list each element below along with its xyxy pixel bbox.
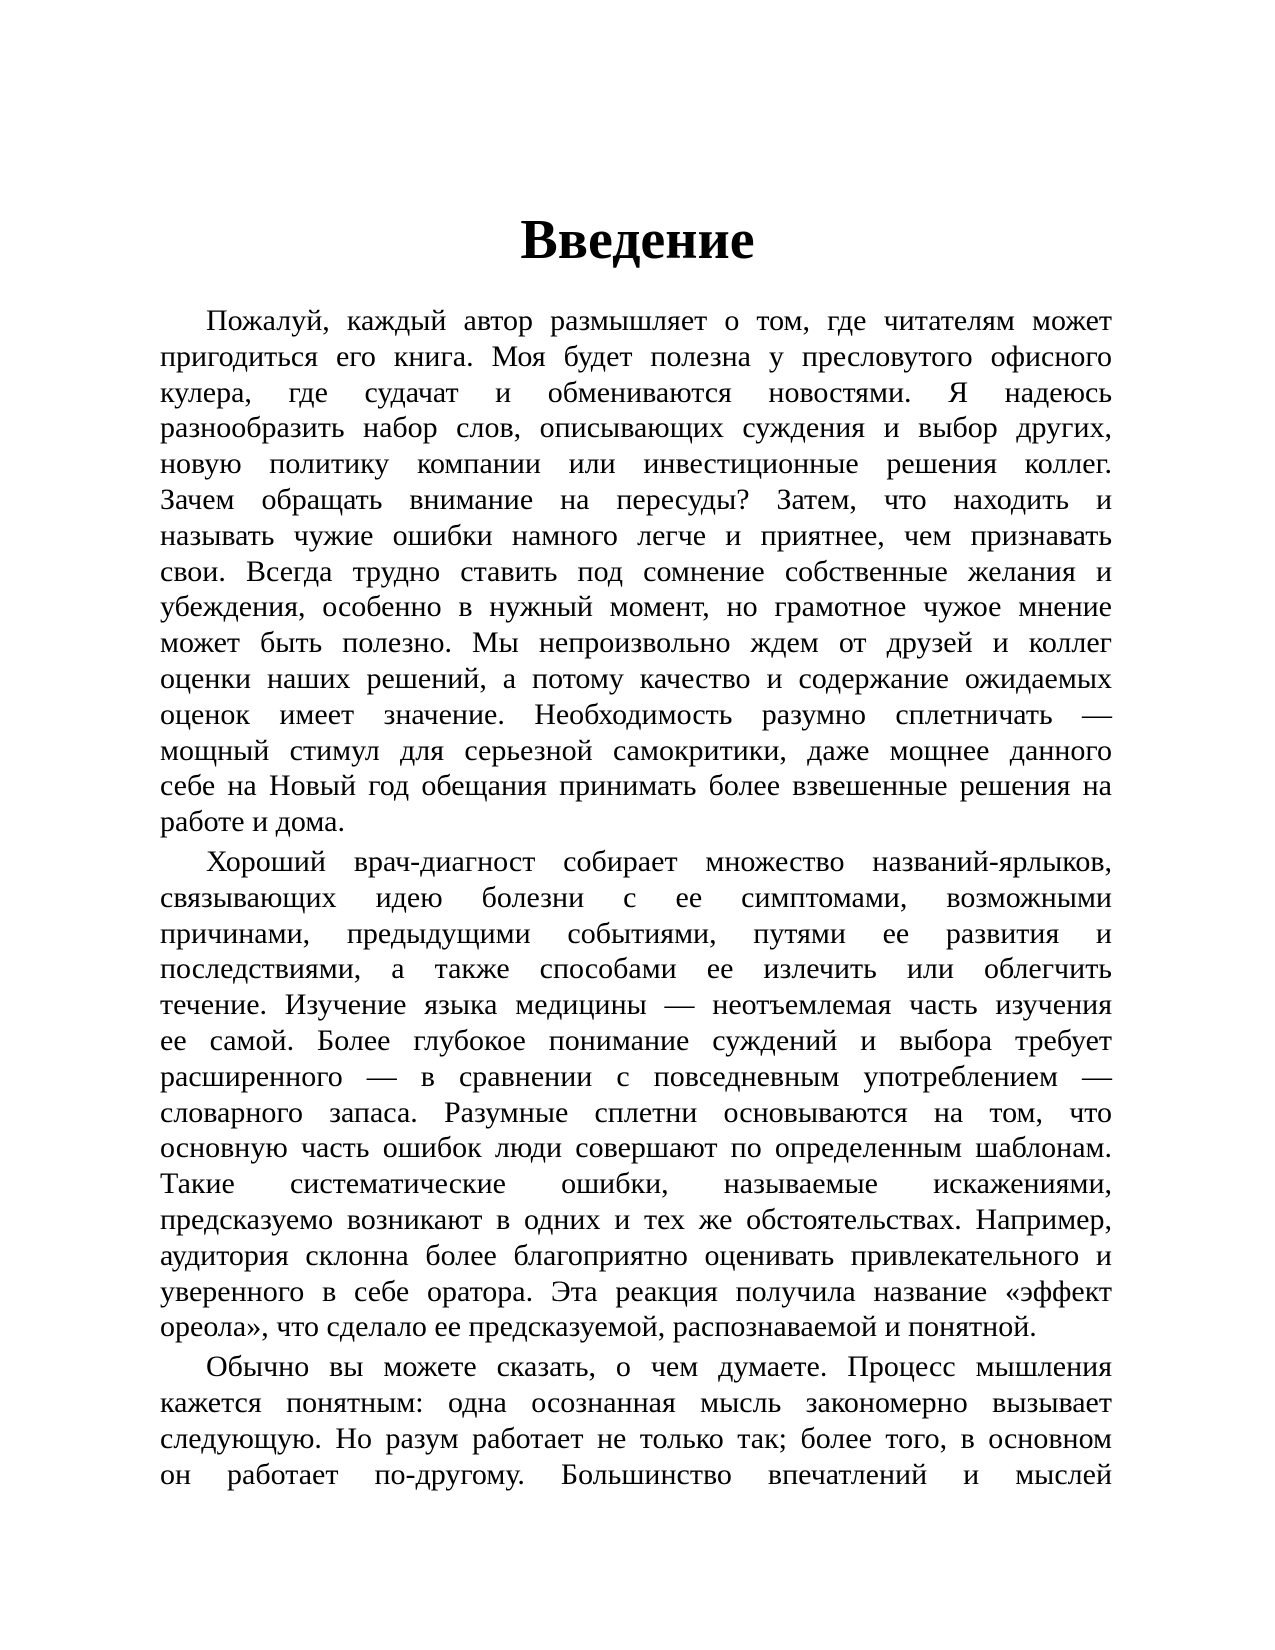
text-line: новую политику компании или инвестиционные решения коллег. <box>160 447 1112 481</box>
text-line: убеждения, особенно в нужный момент, но грамотное чужое мнение <box>160 590 1112 624</box>
paragraph-2 <box>160 844 1112 1345</box>
text-line: предсказуемо возникают в одних и тех же обстоятельствах. Например, <box>160 1202 1112 1236</box>
text-line: оценок имеет значение. Необходимость разумно сплетничать — <box>160 697 1112 731</box>
chapter-title: Введение <box>520 209 755 271</box>
text-line: себе на Новый год обещания принимать более взвешенные решения на <box>160 769 1112 803</box>
text-line: ее самой. Более глубокое понимание суждений и выбора требует <box>160 1023 1112 1057</box>
text-line: оценки наших решений, а потому качество и содержание ожидаемых <box>160 661 1112 695</box>
text-line: аудитория склонна более благоприятно оценивать привлекательного и <box>160 1238 1112 1272</box>
text-line: Зачем обращать внимание на пересуды? Затем, что находить и <box>160 482 1112 516</box>
text-line: основную часть ошибок люди совершают по определенным шаблонам. <box>160 1131 1112 1165</box>
text-line: Пожалуй, каждый автор размышляет о том, где читателям может <box>206 304 1112 337</box>
paragraph-1 <box>160 303 1112 840</box>
text-line: кажется понятным: одна осознанная мысль закономерно вызывает <box>160 1385 1112 1419</box>
text-line: расширенного — в сравнении с повседневным употреблением — <box>160 1059 1112 1093</box>
text-line: он работает по-другому. Большинство впечатлений и мыслей <box>160 1457 1112 1491</box>
text-line: Такие систематические ошибки, называемые искажениями, <box>160 1167 1112 1201</box>
chapter-body <box>160 303 1112 1496</box>
text-line: называть чужие ошибки намного легче и приятнее, чем признавать <box>160 518 1112 552</box>
text-line: связывающих идею болезни с ее симптомами, возможными <box>160 880 1112 914</box>
text-line: последствиями, а также способами ее излечить или облегчить <box>160 952 1112 986</box>
text-line: кулера, где судачат и обмениваются новостями. Я надеюсь <box>160 375 1112 409</box>
text-line: словарного запаса. Разумные сплетни основываются на том, что <box>160 1095 1112 1129</box>
text-line: Обычно вы можете сказать, о чем думаете. Процесс мышления <box>206 1350 1112 1384</box>
text-line: разнообразить набор слов, описывающих суждения и выбор других, <box>160 411 1112 445</box>
text-line: мощный стимул для серьезной самокритики, даже мощнее данного <box>160 733 1112 767</box>
text-line: причинами, предыдущими событиями, путями ее развития и <box>160 916 1112 950</box>
text-line: ореола», что сделало ее предсказуемой, распознаваемой и понятной. <box>160 1310 1037 1344</box>
paragraph-3 <box>160 1349 1112 1492</box>
text-line: пригодиться его книга. Моя будет полезна у пресловутого офисного <box>160 339 1112 373</box>
text-line: следующую. Но разум работает не только так; более того, в основном <box>160 1421 1112 1455</box>
text-line: может быть полезно. Мы непроизвольно ждем от друзей и коллег <box>160 626 1112 660</box>
text-line: уверенного в себе оратора. Эта реакция получила название «эффект <box>160 1274 1112 1308</box>
text-line: свои. Всегда трудно ставить под сомнение собственные желания и <box>160 554 1112 588</box>
text-line: Хороший врач-диагност собирает множество названий-ярлыков, <box>206 844 1112 878</box>
text-line: течение. Изучение языка медицины — неотъемлемая часть изучения <box>160 988 1112 1022</box>
text-line: работе и дома. <box>160 805 345 839</box>
